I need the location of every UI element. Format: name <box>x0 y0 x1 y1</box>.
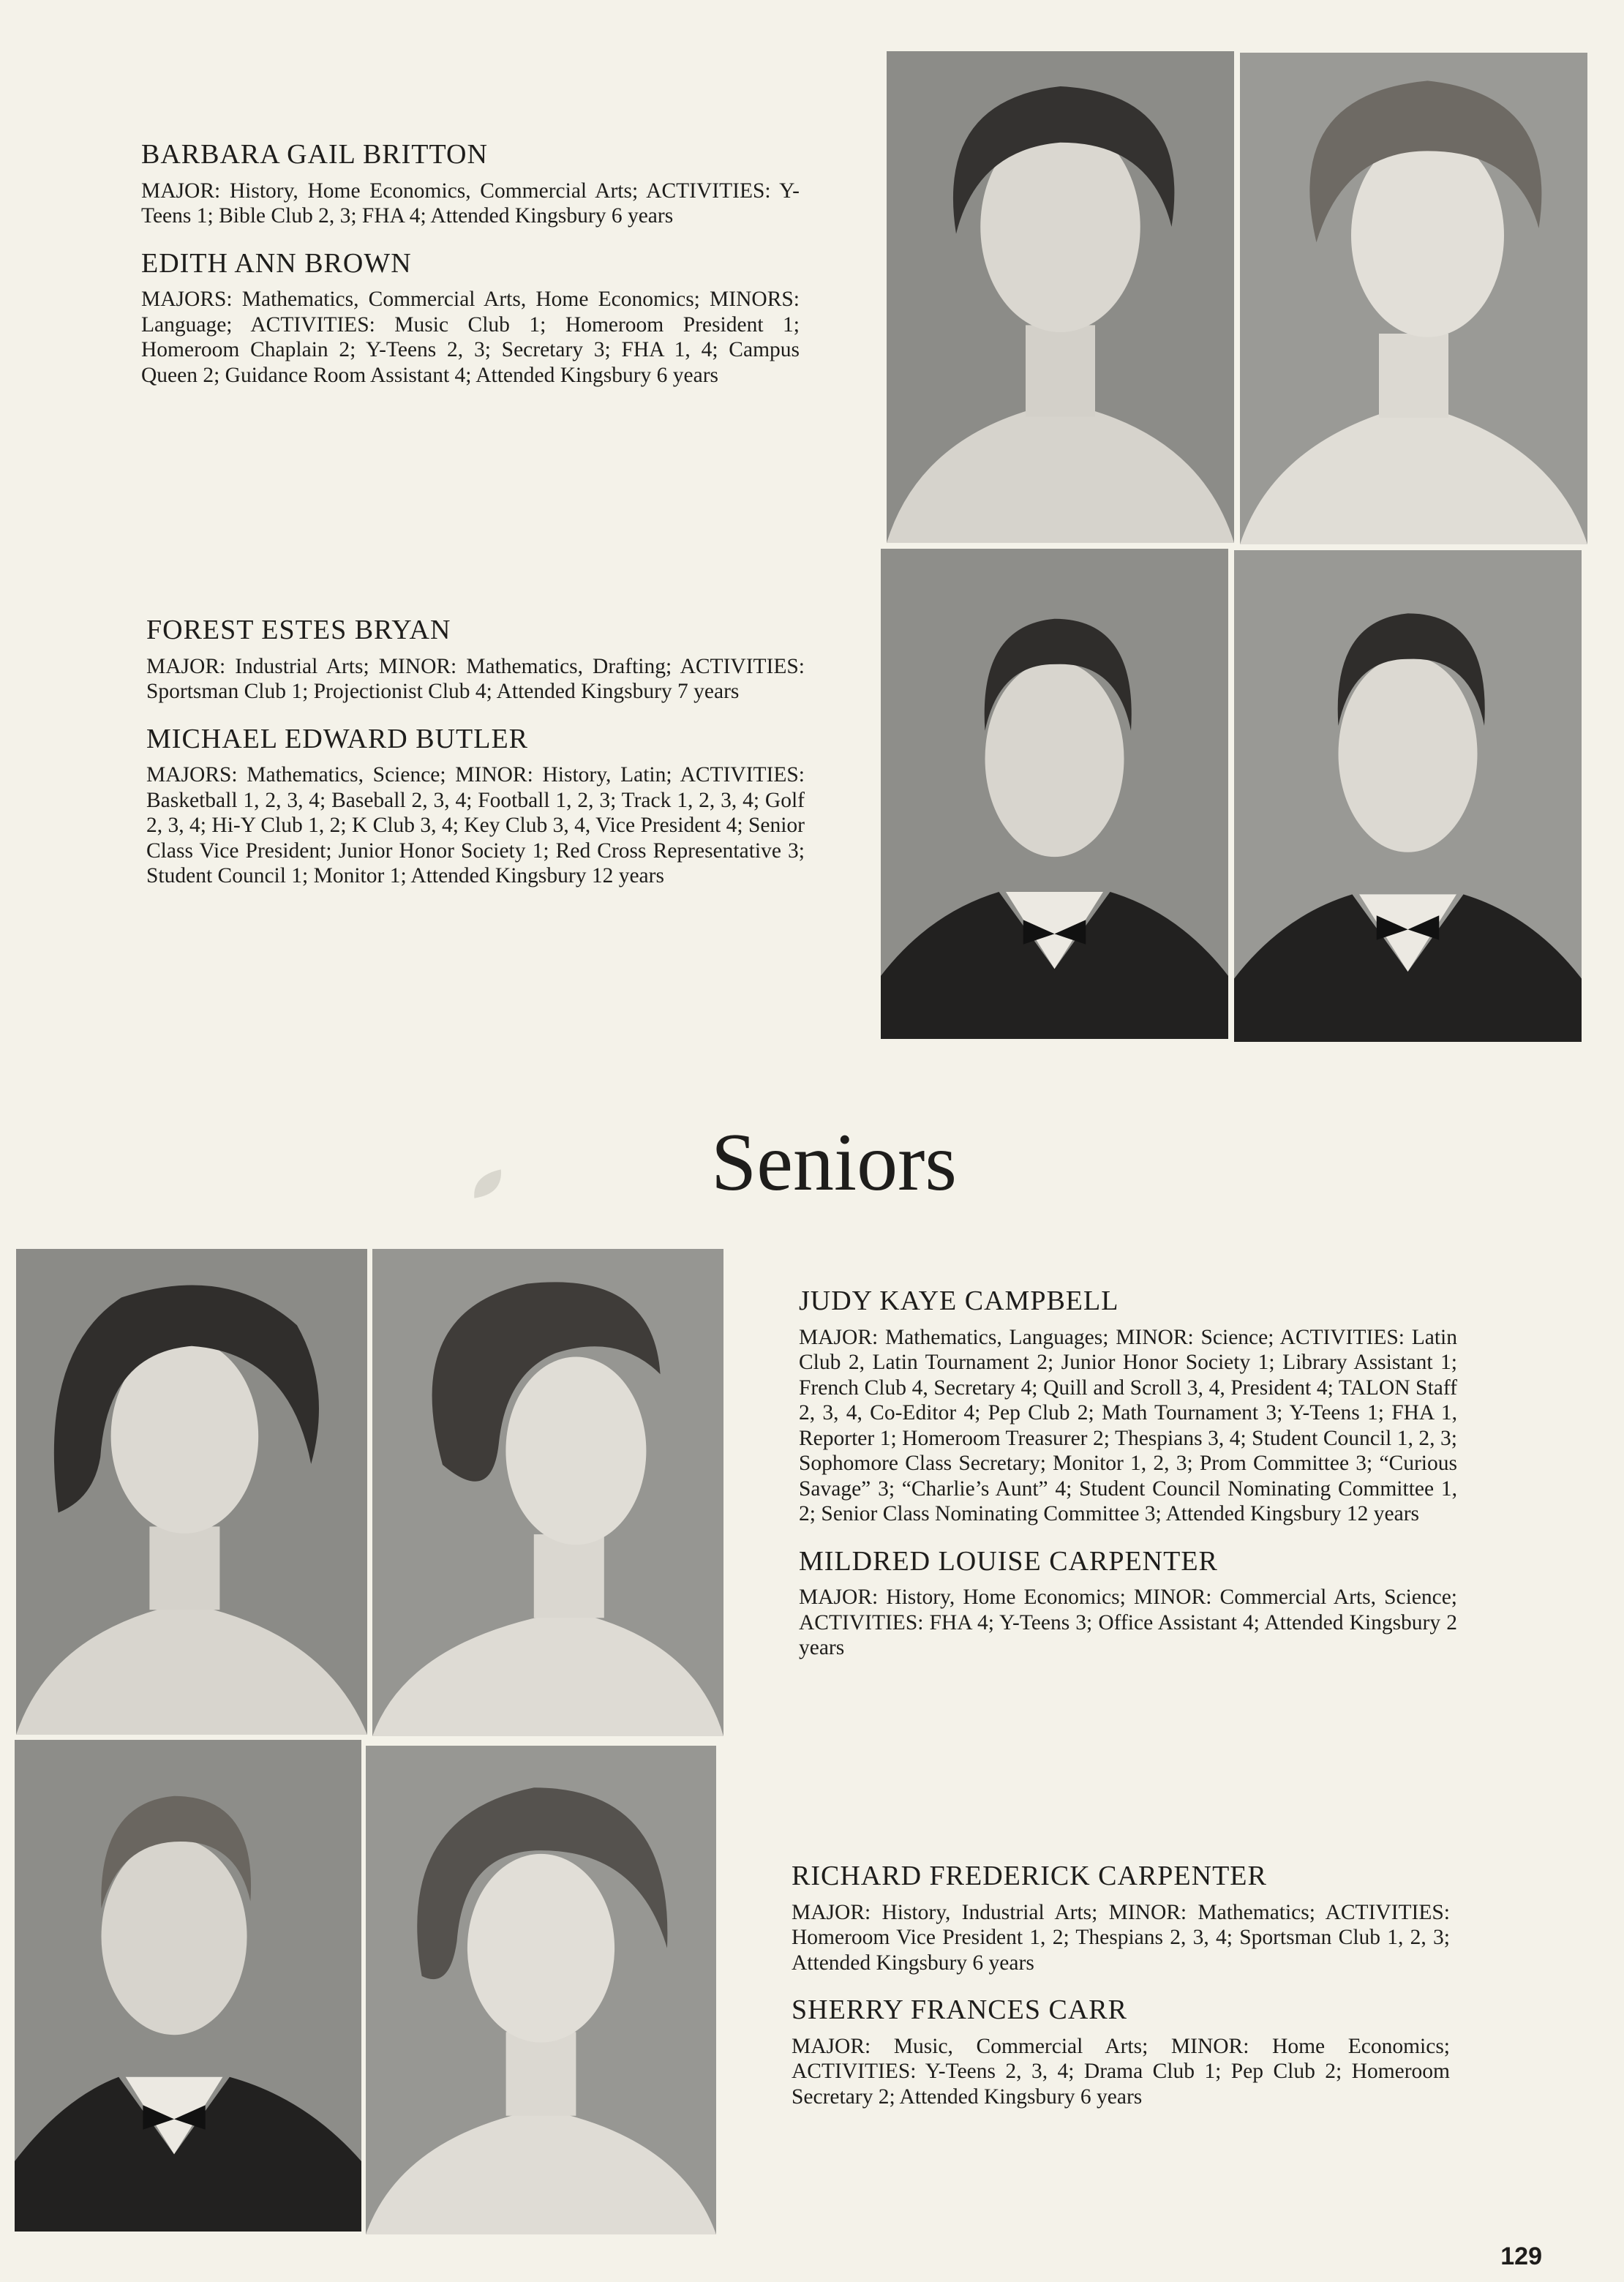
bio-group-middle-left <box>146 615 805 908</box>
portrait-photo <box>1240 53 1587 544</box>
page-number: 129 <box>1500 2242 1542 2270</box>
portrait-woman-graphic <box>372 1249 723 1736</box>
student-bio: MAJOR: History, Home Economics; MINOR: Commercial Arts, Science; ACTIVITIES: FHA 4; Y-Teens 3; Office Assistant 4; Attended Kingsbury 2 years <box>799 1585 1457 1660</box>
portrait-photo <box>372 1249 723 1736</box>
portrait-man-graphic <box>881 549 1228 1039</box>
student-name: FOREST ESTES BRYAN <box>146 615 451 645</box>
student-bio: MAJOR: Industrial Arts; MINOR: Mathematics, Drafting; ACTIVITIES: Sportsman Club 1; Projectionist Club 4; Attended Kingsbury 7 years <box>146 654 805 704</box>
portrait-woman-graphic <box>16 1249 367 1735</box>
student-name: JUDY KAYE CAMPBELL <box>799 1285 1119 1316</box>
student-name: EDITH ANN BROWN <box>141 247 412 279</box>
portrait-photo <box>366 1746 716 2234</box>
student-name: BARBARA GAIL BRITTON <box>141 139 488 170</box>
portrait-man-graphic <box>1234 550 1582 1042</box>
student-bio: MAJOR: Mathematics, Languages; MINOR: Science; ACTIVITIES: Latin Club 2, Latin Tournament 2; Junior Honor Society 1; Library Assistant 1; French Club 4, Secretary 4; Quill and Scroll 3, 4, President 4; TALON Staff 2, 3, 4, Co-Editor 4; Pep Club 2; Math Tournament 3; Y-Teens 1; FHA 1, Reporter 1; Homeroom Treasurer 2; Thespians 3, 4; Student Council 1, 2, 3; Sophomore Class Secretary; Monitor 1, 2, 3; Prom Committee 3; “Curious Savage” 3; “Charlie’s Aunt” 4; Student Council Nominating Committee 1, 2; Senior Class Nominating Committee 3; Attended Kingsbury 12 years <box>799 1325 1457 1526</box>
portrait-photo <box>881 549 1228 1039</box>
student-bio: MAJOR: History, Industrial Arts; MINOR: Mathematics; ACTIVITIES: Homeroom Vice President 1, 2; Thespians 2, 3, 4; Sportsman Club 1, 2, 3; Attended Kingsbury 6 years <box>792 1900 1450 1975</box>
bio-group-bottom-right <box>792 1861 1450 2128</box>
portrait-woman-graphic <box>1240 53 1587 544</box>
portrait-photo <box>1234 550 1582 1042</box>
portrait-photo <box>15 1740 361 2232</box>
section-heading: Seniors <box>711 1117 957 1208</box>
portrait-woman-graphic <box>366 1746 716 2234</box>
student-name: SHERRY FRANCES CARR <box>792 1994 1127 2026</box>
student-bio: MAJOR: History, Home Economics, Commercial Arts; ACTIVITIES: Y-Teens 1; Bible Club 2, 3; FHA 4; Attended Kingsbury 6 years <box>141 179 800 228</box>
portrait-photo <box>16 1249 367 1735</box>
student-name: MILDRED LOUISE CARPENTER <box>799 1545 1218 1577</box>
student-bio: MAJORS: Mathematics, Science; MINOR: History, Latin; ACTIVITIES: Basketball 1, 2, 3, 4; Baseball 2, 3, 4; Football 1, 2, 3; Track 1, 2, 3, 4; Golf 2, 3, 4; Hi-Y Club 1, 2; K Club 3, 4; Key Club 3, 4, Vice President 4; Senior Class Vice President; Junior Honor Society 1; Red Cross Representative 3; Student Council 1; Monitor 1; Attended Kingsbury 12 years <box>146 763 805 888</box>
leaf-watermark-icon <box>468 1163 509 1204</box>
portrait-woman-graphic <box>887 51 1234 543</box>
bio-group-middle-right <box>799 1285 1457 1680</box>
student-bio: MAJORS: Mathematics, Commercial Arts, Home Economics; MINORS: Language; ACTIVITIES: Music Club 1; Homeroom President 1; Homeroom Chaplain 2; Y-Teens 2, 3; Secretary 3; FHA 1, 4; Campus Queen 2; Guidance Room Assistant 4; Attended Kingsbury 6 years <box>141 288 800 387</box>
student-name: MICHAEL EDWARD BUTLER <box>146 723 528 754</box>
bio-group-top-left <box>141 139 800 407</box>
student-bio: MAJOR: Music, Commercial Arts; MINOR: Home Economics; ACTIVITIES: Y-Teens 2, 3, 4; Drama Club 1; Pep Club 2; Homeroom Secretary 2; Attended Kingsbury 6 years <box>792 2034 1450 2109</box>
portrait-man-graphic <box>15 1740 361 2232</box>
student-name: RICHARD FREDERICK CARPENTER <box>792 1861 1267 1891</box>
portrait-photo <box>887 51 1234 543</box>
